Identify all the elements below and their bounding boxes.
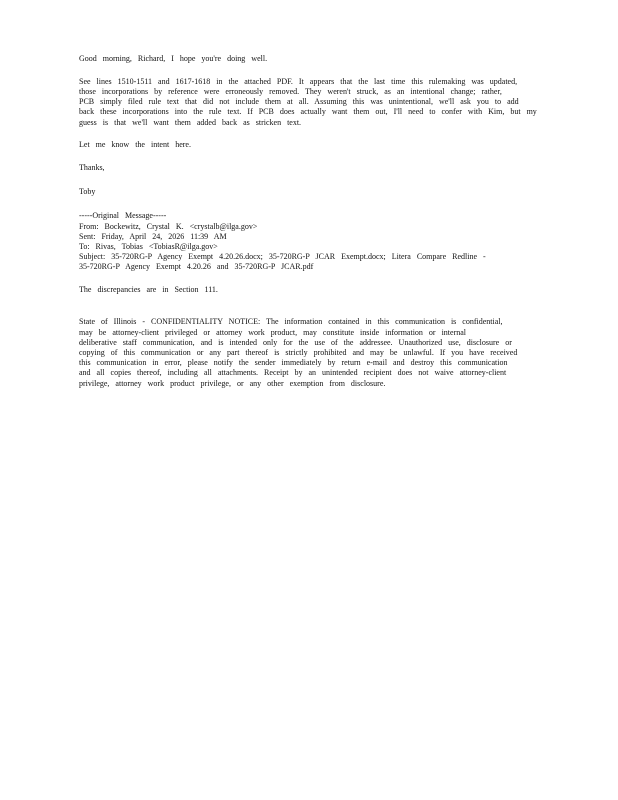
notice-line: and all copies thereof, including all attachments. Receipt by an unintended recipient does not waive attorney-client	[79, 368, 507, 378]
body-line: back these incorporations into the rule text. If PCB does actually want them out, I'll need to confer with Kim, but my	[79, 107, 537, 117]
thanks-line: Thanks,	[79, 163, 105, 173]
from-line: From: Bockewitz, Crystal K. <crystalb@ilga.gov>	[79, 221, 258, 231]
notice-line: this communication in error, please notify the sender immediately by return e-mail and destroy this communication	[79, 358, 508, 368]
sent-line: Sent: Friday, April 24, 2026 11:39 AM	[79, 231, 227, 241]
body-line: PCB simply filed rule text that did not include them at all. Assuming this was unintentional, we'll ask you to add	[79, 97, 519, 107]
body-line: guess is that we'll want them added back as stricken text.	[79, 117, 302, 127]
notice-line: may be attorney-client privileged or attorney work product, may constitute inside information or internal	[79, 327, 467, 337]
email-body	[79, 77, 539, 128]
notice-line: deliberative staff communication, and is intended only for the use of the addressee. Unauthorized use, disclosure or	[79, 337, 512, 347]
signature: Toby	[79, 187, 96, 197]
subject-line: Subject: 35-720RG-P Agency Exempt 4.20.26.docx; 35-720RG-P JCAR Exempt.docx; Litera Compare Redline -	[79, 252, 486, 262]
to-line: To: Rivas, Tobias <TobiasR@ilga.gov>	[79, 242, 218, 252]
subject-line: 35-720RG-P Agency Exempt 4.20.26 and 35-720RG-P JCAR.pdf	[79, 262, 314, 272]
email-document	[79, 54, 539, 389]
original-message-header	[79, 211, 539, 272]
greeting: Good morning, Richard, I hope you're doing well.	[79, 54, 268, 63]
notice-line: copying of this communication or any part thereof is strictly prohibited and may be unlawful. If you have received	[79, 347, 518, 357]
notice-line: privilege, attorney work product privilege, or any other exemption from disclosure.	[79, 378, 386, 388]
body-line: See lines 1510-1511 and 1617-1618 in the attached PDF. It appears that the last time this rulemaking was updated,	[79, 76, 518, 86]
intent-line: Let me know the intent here.	[79, 140, 191, 150]
original-message-body: The discrepancies are in Section 111.	[79, 285, 218, 295]
notice-line: State of Illinois - CONFIDENTIALITY NOTICE: The information contained in this communication is confidential,	[79, 317, 503, 327]
body-line: those incorporations by reference were erroneously removed. They weren't struck, as an intentional change; rather,	[79, 86, 502, 96]
confidentiality-notice	[79, 317, 539, 388]
original-message-separator: -----Original Message-----	[79, 211, 167, 221]
